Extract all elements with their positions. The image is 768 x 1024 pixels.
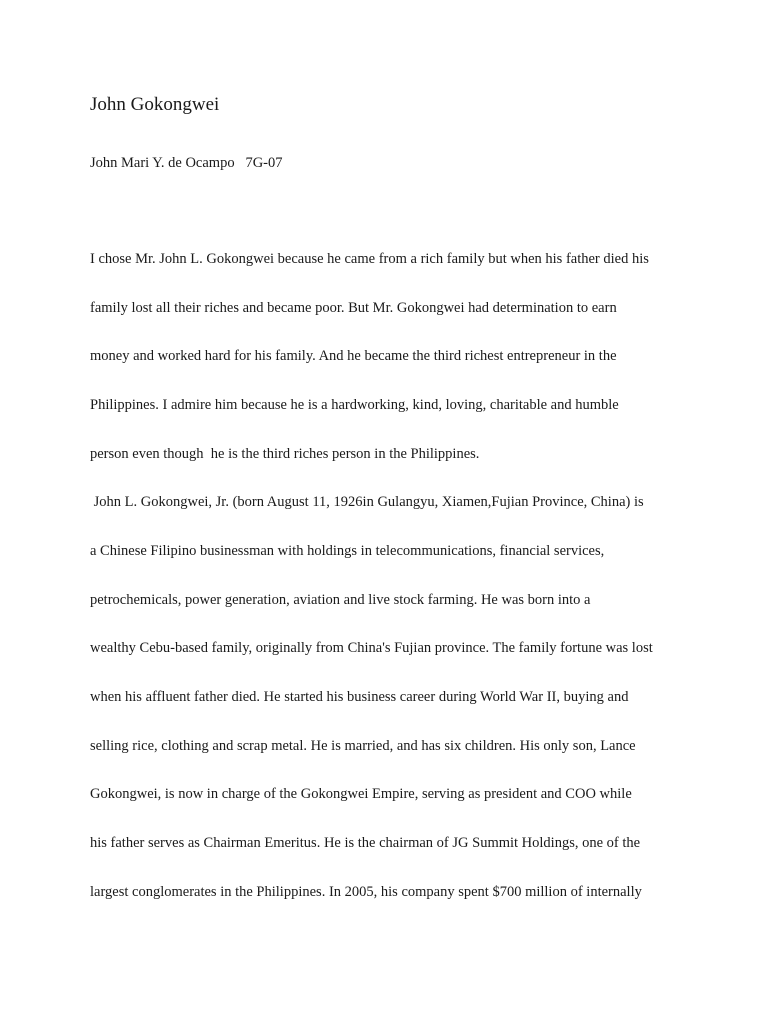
body-line: petrochemicals, power generation, aviation and live stock farming. He was born into a xyxy=(90,592,591,608)
author-line: John Mari Y. de Ocampo 7G-07 xyxy=(90,155,283,171)
body-line: John L. Gokongwei, Jr. (born August 11, 1926in Gulangyu, Xiamen,Fujian Province, China) is xyxy=(90,494,644,510)
body-line: his father serves as Chairman Emeritus. He is the chairman of JG Summit Holdings, one of the xyxy=(90,835,641,851)
document-title: John Gokongwei xyxy=(90,94,220,115)
body-line: wealthy Cebu-based family, originally from China's Fujian province. The family fortune was lost xyxy=(90,640,653,656)
body-line: Gokongwei, is now in charge of the Gokongwei Empire, serving as president and COO while xyxy=(90,786,632,802)
body-line: selling rice, clothing and scrap metal. He is married, and has six children. His only son, Lance xyxy=(90,738,636,754)
body-line: I chose Mr. John L. Gokongwei because he came from a rich family but when his father died his xyxy=(90,251,649,267)
body-line: a Chinese Filipino businessman with holdings in telecommunications, financial services, xyxy=(90,543,605,559)
body-line: person even though he is the third riches person in the Philippines. xyxy=(90,446,480,462)
body-line: Philippines. I admire him because he is a hardworking, kind, loving, charitable and humble xyxy=(90,397,619,413)
body-line: family lost all their riches and became poor. But Mr. Gokongwei had determination to earn xyxy=(90,300,617,316)
body-line: largest conglomerates in the Philippines. In 2005, his company spent $700 million of internally xyxy=(90,884,642,900)
body-line: money and worked hard for his family. And he became the third richest entrepreneur in the xyxy=(90,348,617,364)
body-line: when his affluent father died. He started his business career during World War II, buying and xyxy=(90,689,629,705)
